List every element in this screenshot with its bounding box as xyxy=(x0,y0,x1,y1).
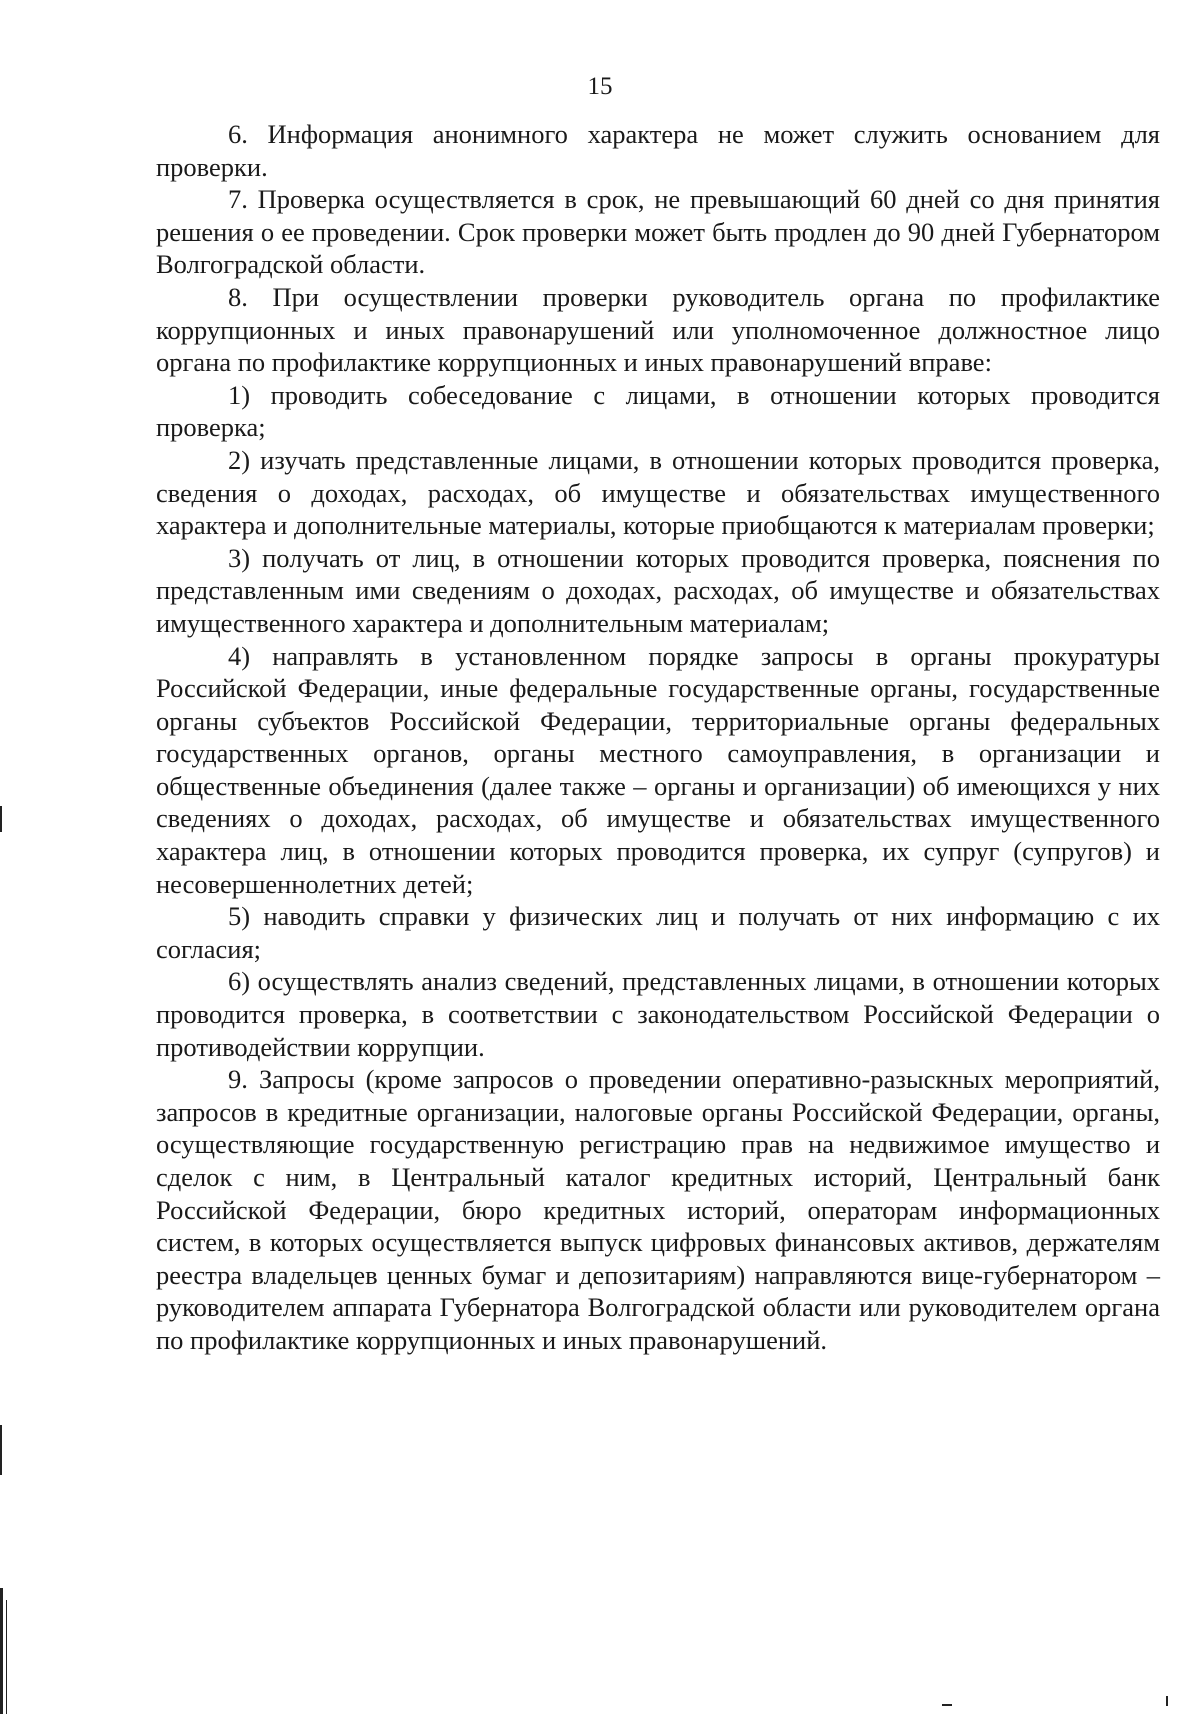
paragraph-8-check-rights: 8. При осуществлении проверки руководитель органа по профилактике коррупционных и иных правонарушений или уполномоченное должностное лицо органа по профилактике коррупционных и иных правонарушений вправе: xyxy=(156,281,1160,378)
list-item-5-inquiries: 5) наводить справки у физических лиц и получать от них информацию с их согласия; xyxy=(156,901,1160,964)
scan-artifact-mark xyxy=(0,1425,2,1475)
list-item-4-requests: 4) направлять в установленном порядке запросы в органы прокуратуры Российской Федерации, иные федеральные государственные органы, государственные органы субъектов Российской Федерации, территориальные органы федеральных государственных органов, органы местного самоуправления, в организации и общественные объединения (далее также – органы и организации) об имеющихся у них сведениях о доходах, расходах, об имуществе и обязательствах имущественного характера лиц, в отношении которых проводится проверка, их супруг (супругов) и несовершеннолетних детей; xyxy=(156,640,1160,899)
document-body xyxy=(156,118,1160,1357)
list-item-2-study-info: 2) изучать представленные лицами, в отношении которых проводится проверка, сведения о доходах, расходах, об имуществе и обязательствах имущественного характера и дополнительные материалы, которые приобщаются к материалам проверки; xyxy=(156,444,1160,541)
scan-artifact-mark xyxy=(1166,1696,1168,1706)
page-number: 15 xyxy=(587,73,613,100)
paragraph-6-anonymous-info: 6. Информация анонимного характера не может служить основанием для проверки. xyxy=(156,119,1160,182)
scan-artifact-mark xyxy=(942,1704,952,1706)
list-item-6-analysis: 6) осуществлять анализ сведений, представленных лицами, в отношении которых проводится проверка, в соответствии с законодательством Российской Федерации о противодействии коррупции. xyxy=(156,966,1160,1062)
scan-artifact-mark xyxy=(0,806,2,832)
scan-artifact-mark xyxy=(0,1588,3,1714)
paragraph-9-requests: 9. Запросы (кроме запросов о проведении оперативно-разыскных мероприятий, запросов в кредитные организации, налоговые органы Российской Федерации, органы, осуществляющие государственную регистрацию прав на недвижимое имущество и сделок с ним, в Центральный каталог кредитных историй, Центральный банк Российской Федерации, бюро кредитных историй, операторам информационных систем, в которых осуществляется выпуск цифровых финансовых активов, держателям реестра владельцев ценных бумаг и депозитариям) направляются вице-губернатором – руководителем аппарата Губернатора Волгоградской области или руководителем органа по профилактике коррупционных и иных правонарушений. xyxy=(156,1064,1160,1355)
scan-artifact-mark xyxy=(6,1600,7,1714)
list-item-3-explanations: 3) получать от лиц, в отношении которых проводится проверка, пояснения по представленным ими сведениям о доходах, расходах, об имуществе и обязательствах имущественного характера и дополнительным материалам; xyxy=(156,542,1160,638)
list-item-1-interview: 1) проводить собеседование с лицами, в отношении которых проводится проверка; xyxy=(156,379,1160,443)
paragraph-7-check-term: 7. Проверка осуществляется в срок, не превышающий 60 дней со дня принятия решения о ее проведении. Срок проверки может быть продлен до 90 дней Губернатором Волгоградской области. xyxy=(156,184,1160,280)
